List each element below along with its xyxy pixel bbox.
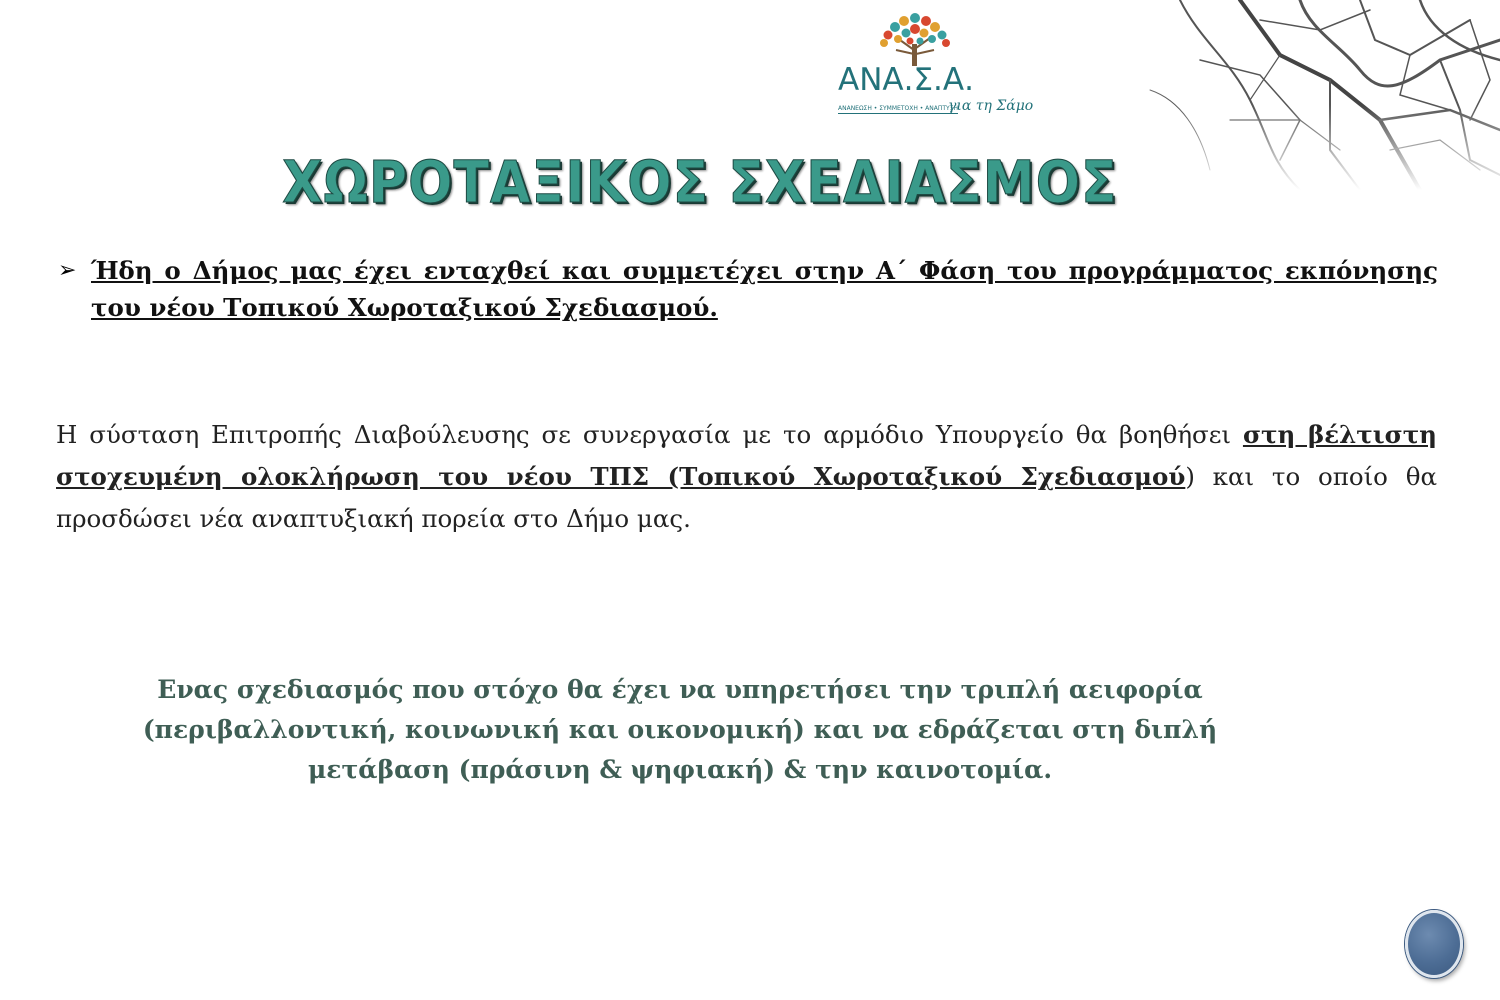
paragraph-text-start: Η σύσταση Επιτροπής Διαβούλευσης σε συνεργασία με το αρμόδιο Υπουργείο θα βοηθήσει xyxy=(56,420,1243,449)
highlight-statement xyxy=(140,670,1220,790)
body-paragraph xyxy=(56,414,1437,540)
highlight-line: Ενας σχεδιασμός που στόχο θα έχει να υπηρετήσει την τριπλή αειφορία xyxy=(157,675,1203,704)
logo-subtitle: ΑΝΑΝΕΩΣΗ • ΣΥΜΜΕΤΟΧΗ • ΑΝΑΠΤΥΞΗ xyxy=(838,105,959,112)
bullet-text: Ήδη ο Δήμος μας έχει ενταχθεί και συμμετέχει στην Α΄ Φάση του προγράμματος εκπόνησης του νέου Τοπικού Χωροταξικού Σχεδιασμού. xyxy=(91,256,1438,322)
anasa-logo xyxy=(830,10,1034,120)
slide-nav-button[interactable] xyxy=(1405,910,1463,978)
paragraph-emphasis: στη βέλτιστη στοχευμένη ολοκλήρωση του νέου ΤΠΣ (Τοπικού Χωροταξικού Σχεδιασμού xyxy=(56,420,1437,491)
highlight-line: (περιβαλλοντική, κοινωνική και οικονομική) και να εδράζεται στη διπλή xyxy=(142,715,1218,744)
tree-logo-icon xyxy=(870,10,960,70)
logo-tagline: για τη Σάμο xyxy=(948,98,1034,114)
paragraph-text-end: ) και το οποίο θα προσδώσει νέα αναπτυξιακή πορεία στο Δήμο μας. xyxy=(56,462,1437,533)
bullet-arrow-icon: ➢ xyxy=(58,258,77,283)
page-title: ΧΩΡΟΤΑΞΙΚΟΣ ΣΧΕΔΙΑΣΜΟΣ xyxy=(282,148,1118,216)
highlight-line: μετάβαση (πράσινη & ψηφιακή) & την καινοτομία. xyxy=(307,755,1053,784)
bullet-item xyxy=(58,252,1438,326)
logo-name: ΑΝΑ.Σ.Α. xyxy=(838,62,974,98)
